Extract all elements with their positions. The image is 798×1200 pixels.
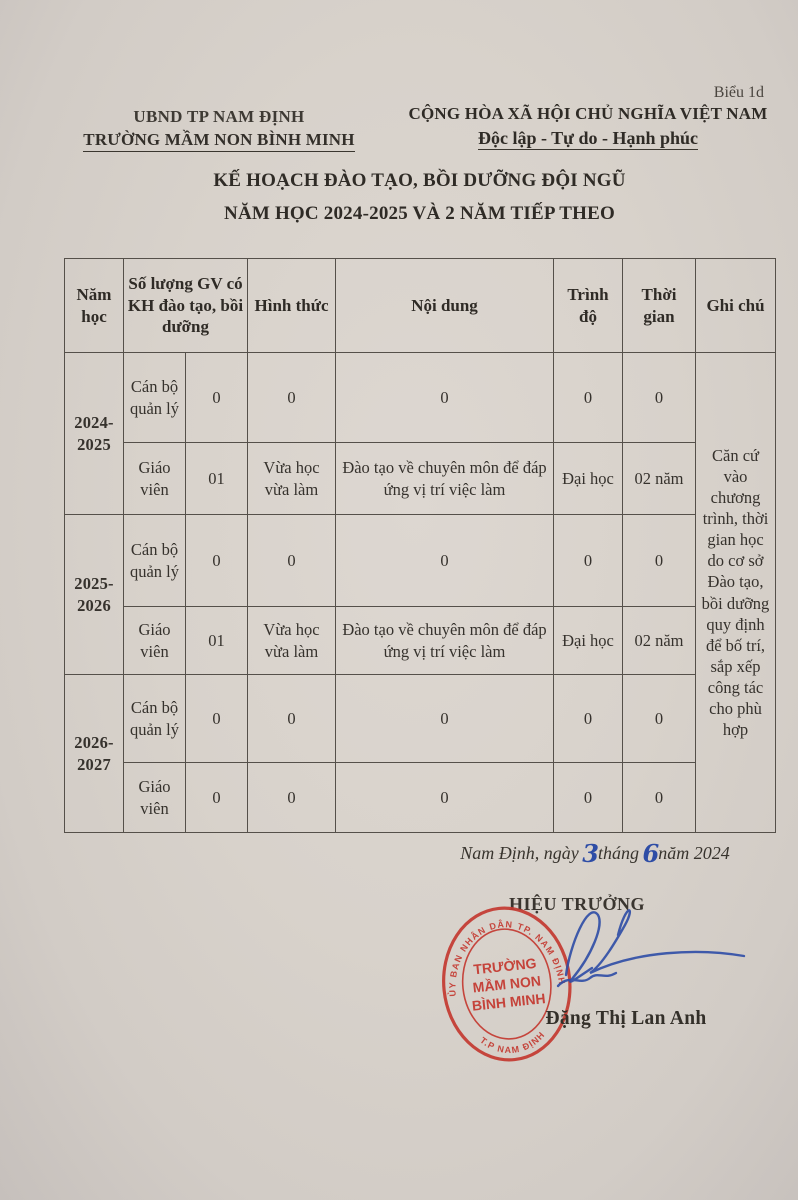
national-motto: Độc lập - Tự do - Hạnh phúc — [477, 127, 699, 148]
count-cell: 0 — [186, 353, 248, 443]
date-prefix: Nam Định, ngày — [460, 843, 579, 863]
col-header-note: Ghi chú — [696, 259, 776, 353]
category-cell: Giáo viên — [124, 443, 186, 515]
year-cell: 2025-2026 — [65, 515, 124, 675]
handwritten-month: 6 — [642, 839, 660, 868]
col-header-content: Nội dung — [336, 259, 554, 353]
level-cell: 0 — [554, 515, 623, 607]
col-header-year: Năm học — [65, 259, 124, 353]
stamp-ring-text-top: ỦY BAN NHÂN DÂN TP. NAM ĐỊNH — [447, 919, 568, 997]
level-cell: 0 — [554, 353, 623, 443]
duration-cell: 02 năm — [623, 607, 696, 675]
count-cell: 0 — [186, 763, 248, 833]
signature — [540, 893, 798, 1015]
form-cell: 0 — [248, 763, 336, 833]
training-plan-table — [64, 258, 776, 833]
table-row — [65, 443, 776, 515]
level-cell: 0 — [554, 763, 623, 833]
content-cell: Đào tạo về chuyên môn để đáp ứng vị trí việc làm — [336, 443, 554, 515]
form-code-label: Biểu 1d — [713, 84, 764, 101]
document-title — [64, 170, 775, 226]
col-header-level: Trình độ — [554, 259, 623, 353]
count-cell: 01 — [186, 607, 248, 675]
table-header-row — [65, 259, 776, 353]
stamp-center-line2: MẦM NON — [471, 972, 542, 996]
duration-cell: 02 năm — [623, 443, 696, 515]
level-cell: Đại học — [554, 443, 623, 515]
count-cell: 01 — [186, 443, 248, 515]
table-row — [65, 675, 776, 763]
content-cell: 0 — [336, 353, 554, 443]
duration-cell: 0 — [623, 675, 696, 763]
date-line — [420, 839, 770, 868]
category-cell: Cán bộ quản lý — [124, 515, 186, 607]
year-cell: 2026-2027 — [65, 675, 124, 833]
document-title-line2: NĂM HỌC 2024-2025 VÀ 2 NĂM TIẾP THEO — [224, 202, 615, 224]
level-cell: Đại học — [554, 607, 623, 675]
table-row — [65, 353, 776, 443]
col-header-duration: Thời gian — [623, 259, 696, 353]
issuing-org-block — [38, 106, 400, 152]
level-cell: 0 — [554, 675, 623, 763]
national-header-block — [392, 103, 784, 150]
table-row — [65, 763, 776, 833]
content-cell: Đào tạo về chuyên môn để đáp ứng vị trí việc làm — [336, 607, 554, 675]
category-cell: Cán bộ quản lý — [124, 353, 186, 443]
category-cell: Cán bộ quản lý — [124, 675, 186, 763]
content-cell: 0 — [336, 675, 554, 763]
date-mid: tháng — [597, 843, 639, 863]
stamp-center-line1: TRƯỜNG — [472, 954, 538, 978]
national-title: CỘNG HÒA XÃ HỘI CHỦ NGHĨA VIỆT NAM — [408, 104, 768, 123]
col-header-form: Hình thức — [248, 259, 336, 353]
document-title-line1: KẾ HOẠCH ĐÀO TẠO, BỒI DƯỠNG ĐỘI NGŨ — [213, 170, 626, 191]
duration-cell: 0 — [623, 353, 696, 443]
form-cell: 0 — [248, 353, 336, 443]
col-header-quantity: Số lượng GV có KH đào tạo, bồi dưỡng — [124, 259, 248, 353]
year-cell: 2024-2025 — [65, 353, 124, 515]
signer-name: Đặng Thị Lan Anh — [545, 1008, 707, 1029]
content-cell: 0 — [336, 763, 554, 833]
org-parent-name: UBND TP NAM ĐỊNH — [133, 107, 305, 126]
category-cell: Giáo viên — [124, 607, 186, 675]
form-cell: 0 — [248, 675, 336, 763]
duration-cell: 0 — [623, 763, 696, 833]
table-row — [65, 515, 776, 607]
form-cell: Vừa học vừa làm — [248, 443, 336, 515]
duration-cell: 0 — [623, 515, 696, 607]
signer-title: HIỆU TRƯỞNG — [508, 894, 646, 914]
stamp-ring-text-bottom: T.P NAM ĐỊNH — [478, 1029, 548, 1056]
form-cell: 0 — [248, 515, 336, 607]
signature-stroke — [590, 910, 744, 973]
content-cell: 0 — [336, 515, 554, 607]
form-cell: Vừa học vừa làm — [248, 607, 336, 675]
handwritten-day: 3 — [582, 839, 599, 868]
count-cell: 0 — [186, 515, 248, 607]
table-row — [65, 607, 776, 675]
note-cell: Căn cứ vào chương trình, thời gian học do cơ sở Đào tạo, bồi dưỡng quy định để bố trí, sắp xếp công tác cho phù hợp — [696, 353, 776, 833]
category-cell: Giáo viên — [124, 763, 186, 833]
count-cell: 0 — [186, 675, 248, 763]
date-suffix: năm 2024 — [658, 843, 730, 863]
org-school-name: TRƯỜNG MẦM NON BÌNH MINH — [38, 129, 400, 152]
stamp-center-line3: BÌNH MINH — [471, 990, 547, 1014]
